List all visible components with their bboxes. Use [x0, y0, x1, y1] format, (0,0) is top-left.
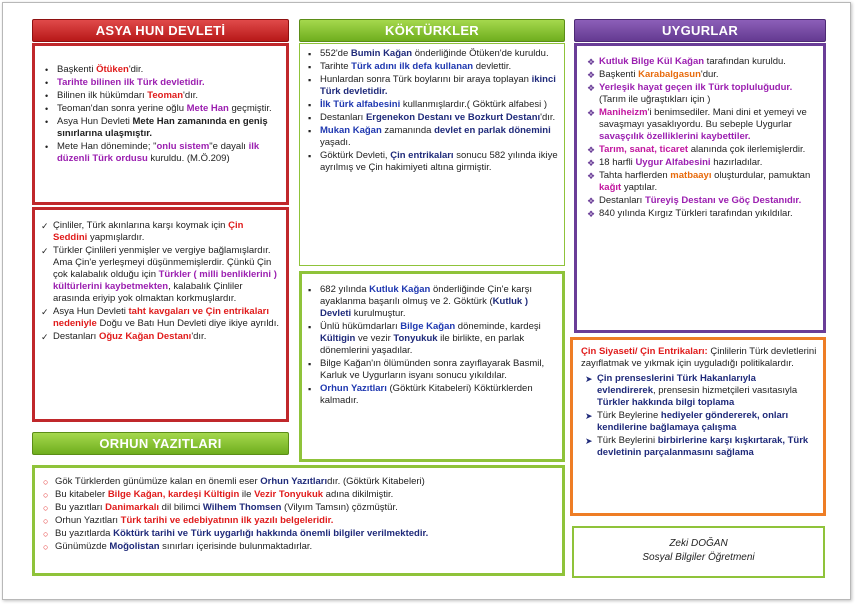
text-segment: Bu yazıtlarda [55, 528, 114, 539]
text-segment: Oğuz Kağan Destanı [98, 331, 192, 342]
text-segment: geçmiştir. [228, 103, 272, 114]
bullet-icon: ❖ [587, 145, 596, 155]
text-segment: Uygur Alfabesini [635, 157, 711, 168]
list-item [41, 141, 280, 165]
text-segment: yapmışlardır. [87, 232, 145, 243]
text-segment: Köktürk tarihi ve Türk uygarlığı hakkında önemli bilgiler verilmektedir. [113, 528, 429, 539]
text-segment: Tahta harflerden [599, 170, 671, 181]
text-segment: Asya Hun Devleti [57, 116, 133, 127]
text-segment: 840 yılında Kırgız Türkleri tarafından yıkıldılar. [599, 208, 793, 219]
bullet-icon: ❖ [587, 57, 596, 67]
bullet-icon: ✓ [41, 332, 49, 342]
list-item [304, 74, 558, 98]
text-segment: yaşadı. [320, 137, 351, 148]
list-item [583, 195, 817, 207]
gokturk-second-list [304, 284, 556, 407]
text-segment: 'dır. [540, 112, 556, 123]
cin-siyaseti-list [581, 373, 817, 459]
bullet-icon: ▪ [308, 384, 312, 394]
list-item [581, 410, 817, 434]
text-segment: Bilinen ilk hükümdarı [57, 90, 148, 101]
text-segment: Mete Han döneminde; " [57, 141, 157, 152]
text-segment: Vezir Tonyukuk [254, 489, 324, 500]
bullet-icon: ▪ [308, 322, 312, 332]
bullet-icon: ▪ [308, 49, 312, 59]
list-item [304, 99, 558, 111]
text-segment: oluşturdular, pamuktan [711, 170, 811, 181]
uygurlar-list [583, 56, 817, 220]
text-segment: Yerleşik hayat geçen ilk Türk topluluğudur. [599, 82, 793, 93]
text-segment: Ünlü hükümdarları [320, 321, 401, 332]
list-item [304, 48, 558, 60]
text-segment: Orhun Yazıtları [55, 515, 121, 526]
text-segment: birbirlerine karşı kışkırtarak, Türk devletinin parçalanmasını sağlama [597, 435, 809, 458]
text-segment: (Tarım ile uğraştıkları için ) [599, 94, 711, 105]
text-segment: Kültigin [320, 333, 356, 344]
bullet-icon: ○ [43, 516, 49, 526]
text-segment: zamanında [381, 125, 435, 136]
text-segment: tarafından kuruldu. [704, 56, 786, 67]
text-segment: Bilge Kağan'ın ölümünden sonra zayıflayarak Basmil, Karluk ve Uygurların isyanı sonucu yıkıldılar. [320, 358, 545, 381]
text-segment: 'dur. [700, 69, 719, 80]
text-segment: ile [239, 489, 255, 500]
text-segment: 'dır. [183, 90, 199, 101]
orhun-list [39, 476, 556, 553]
bullet-icon: ✓ [41, 246, 49, 256]
list-item [39, 489, 556, 501]
text-segment: Moğolistan [109, 541, 160, 552]
list-item [37, 220, 280, 244]
text-segment: matbaayı [670, 170, 712, 181]
list-item [304, 150, 558, 174]
header-uygurlar: UYGURLAR [574, 19, 826, 42]
text-segment: dil bilimci [159, 502, 203, 513]
header-asya-hun: ASYA HUN DEVLETİ [32, 19, 289, 42]
text-segment: döneminde, kardeşi [455, 321, 541, 332]
text-segment: Mete Han [186, 103, 229, 114]
list-item [583, 69, 817, 81]
text-segment: Çinlilerin Türk devletlerini zayıflatmak ve yıkmak için uyguladığı politikalardır. [581, 346, 817, 369]
text-segment: Türk Beylerini [597, 435, 658, 446]
bullet-icon: • [45, 117, 49, 127]
list-item [41, 64, 280, 76]
text-segment: Çinliler, Türk akınlarına karşı koymak için [53, 220, 229, 231]
asya-hun-facts-box [32, 43, 289, 205]
text-segment: Hunlardan sonra Türk boylarını bir araya toplayan [320, 74, 532, 85]
text-segment: savaşçılık özelliklerini kaybettiler. [599, 131, 751, 142]
bullet-icon: • [45, 65, 49, 75]
list-item [304, 61, 558, 73]
text-segment: Ötüken [96, 64, 129, 75]
bullet-icon: ○ [43, 503, 49, 513]
list-item [39, 541, 556, 553]
list-item [304, 383, 556, 407]
list-item [41, 116, 280, 140]
bullet-icon: ▪ [308, 113, 312, 123]
bullet-icon: ○ [43, 542, 49, 552]
bullet-icon: ❖ [587, 70, 596, 80]
text-segment: Türkler hakkında bilgi toplama [597, 397, 735, 408]
list-item [41, 90, 280, 102]
bullet-icon: ➤ [585, 436, 593, 446]
text-segment: Destanları [320, 112, 366, 123]
text-segment: ilk düzenli Türk ordusu [57, 141, 260, 164]
text-segment: Başkenti [57, 64, 97, 75]
text-segment: onlu sistem [156, 141, 210, 152]
bullet-icon: ➤ [585, 374, 593, 384]
list-item [581, 435, 817, 459]
list-item [37, 306, 280, 330]
text-segment: Türk Beylerine [597, 410, 661, 421]
text-segment: 18 harfli [599, 157, 636, 168]
text-segment: Tarım, sanat, ticaret [599, 144, 689, 155]
bullet-icon: ➤ [585, 411, 593, 421]
bullet-icon: ❖ [587, 209, 596, 219]
text-segment: Bu yazıtları [55, 502, 106, 513]
bullet-icon: ○ [43, 477, 49, 487]
text-segment: ikinci Türk devletidir. [320, 74, 556, 97]
list-item [583, 208, 817, 220]
text-segment: taht kavgaları ve Çin entrikaları nedeniyle [53, 306, 269, 329]
text-segment: 'i benimsediler. Mani dini et yemeyi ve savaşmayı yasaklıyordu. Bu sebeple Uygurlar [599, 107, 807, 130]
asya-hun-facts-list [41, 64, 280, 165]
bullet-icon: ○ [43, 490, 49, 500]
list-item [39, 515, 556, 527]
text-segment: önderliğinde Çin'e karşı ayaklanma başarılı olmuş ve 2. Göktürk ( [320, 284, 532, 307]
text-segment: "e dayalı [209, 141, 249, 152]
text-segment: Destanları [53, 331, 99, 342]
text-segment: Orhun Yazıtları [260, 476, 328, 487]
bullet-icon: ❖ [587, 196, 596, 206]
text-segment: Başkenti [599, 69, 639, 80]
text-segment: Destanları [599, 195, 645, 206]
text-segment: 682 yılında [320, 284, 370, 295]
list-item [37, 245, 280, 305]
list-item [304, 125, 558, 149]
author-role: Sosyal Bilgiler Öğretmeni [642, 552, 755, 563]
cin-siyaseti-box [570, 337, 826, 516]
gokturk-first-list [304, 48, 558, 174]
text-segment: Tarihte [320, 61, 352, 72]
text-segment: Orhun Yazıtları [320, 383, 387, 394]
text-segment: Çin Seddini [53, 220, 244, 243]
list-item [41, 77, 280, 89]
uygurlar-box [574, 43, 826, 333]
text-segment: Wilhem Thomsen [202, 502, 282, 513]
header-gokturkler: KÖKTÜRKLER [299, 19, 565, 42]
text-segment: Kutluk Kağan [369, 284, 431, 295]
list-item [39, 502, 556, 514]
cin-siyaseti-intro [581, 346, 817, 370]
bullet-icon: ○ [43, 529, 49, 539]
text-segment: Türk adını ilk defa kullanan [351, 61, 474, 72]
text-segment: hediyeler göndererek, onları kendilerine bağlamaya çalışma [597, 410, 789, 433]
text-segment: yaptılar. [621, 182, 658, 193]
text-segment: sınırları içerisinde bulunmaktadırlar. [159, 541, 313, 552]
text-segment: kağıt [599, 182, 622, 193]
bullet-icon: • [45, 104, 49, 114]
text-segment: Bilge Kağan [400, 321, 456, 332]
list-item [304, 112, 558, 124]
text-segment: , prensesin hizmetçileri vasıtasıyla [652, 385, 798, 396]
list-item [39, 476, 556, 488]
text-segment: Mete Han zamanında en geniş sınırlarına ulaşmıştır. [57, 116, 268, 139]
text-segment: devlet en parlak dönemini [434, 125, 551, 136]
text-segment: dır. (Göktürk Kitabeleri) [327, 476, 425, 487]
text-segment: Bu kitabeler [55, 489, 108, 500]
text-segment: Ergenekon Destanı ve Bozkurt Destanı [365, 112, 541, 123]
text-segment: İlk Türk alfabesini [320, 99, 401, 110]
text-segment: Çin entrikaları [390, 150, 454, 161]
text-segment: ve vezir [355, 333, 394, 344]
text-segment: Türk tarihi ve edebiyatının ilk yazılı belgeleridir. [120, 515, 334, 526]
list-item [583, 56, 817, 68]
orhun-box [32, 465, 565, 576]
text-segment: Türkler Çinlileri yenmişler ve vergiye bağlamışlardır. Ama Çin'e yerleşmeyi düşünmemişlerdir. Çünkü Çin çok kalabalık olduğu için [53, 245, 272, 280]
text-segment: 552'de [320, 48, 351, 59]
text-segment: Kutluk Bilge Kül Kağan [599, 56, 705, 67]
bullet-icon: ▪ [308, 75, 312, 85]
asya-hun-china-box [32, 207, 289, 422]
bullet-icon: ▪ [308, 359, 312, 369]
bullet-icon: ▪ [308, 126, 312, 136]
text-segment: Türeyiş Destanı ve Göç Destanıdır. [644, 195, 802, 206]
text-segment: (Vilyım Tamsın) çözmüştür. [281, 502, 398, 513]
text-segment: 'dır. [191, 331, 207, 342]
list-item [583, 144, 817, 156]
text-segment: Türkler ( milli benliklerini ) kültürlerini kaybetmekten [53, 269, 277, 292]
text-segment: Çin prenseslerini Türk Hakanlarıyla evlendirerek [597, 373, 756, 396]
text-segment: alanında çok ilerlemişlerdir. [688, 144, 806, 155]
text-segment: Teoman'dan sonra yerine oğlu [57, 103, 187, 114]
text-segment: Asya Hun Devleti [53, 306, 129, 317]
text-segment: ile birlikte, en parlak dönemlerini yaşadılar. [320, 333, 525, 356]
text-segment: Karabalgasun [638, 69, 701, 80]
text-segment: sonucu 582 yılında ikiye ayrılmış ve Çin hakimiyeti altına girmiştir. [320, 150, 558, 173]
text-segment: Gök Türklerden günümüze kalan en önemli eser [55, 476, 261, 487]
signature-box [572, 526, 825, 578]
author-name: Zeki DOĞAN [669, 538, 728, 549]
bullet-icon: ❖ [587, 158, 596, 168]
text-segment: kuruldu. (M.Ö.209) [147, 153, 230, 164]
text-segment: Danimarkalı [105, 502, 160, 513]
text-segment: Doğu ve Batı Hun Devleti diye ikiye ayrıldı. [96, 318, 279, 329]
text-segment: Bumin Kağan [350, 48, 413, 59]
text-segment: kullanmışlardır.( Göktürk alfabesi ) [400, 99, 548, 110]
text-segment: adına dikilmiştir. [323, 489, 394, 500]
list-item [583, 170, 817, 194]
text-segment: Kutluk ) Devleti [320, 296, 529, 319]
text-segment: Çin Siyaseti/ Çin Entrikaları: [581, 346, 708, 357]
list-item [583, 82, 817, 106]
text-segment: Günümüzde [55, 541, 110, 552]
gokturk-first-box [299, 43, 565, 266]
text-segment: (Göktürk Kitabeleri) Köktürklerden kalmadır. [320, 383, 533, 406]
list-item [39, 528, 556, 540]
list-item [583, 107, 817, 143]
list-item [304, 358, 556, 382]
text-segment: Göktürk Devleti, [320, 150, 391, 161]
list-item [304, 284, 556, 320]
text-segment: önderliğinde Ötüken'de kuruldu. [412, 48, 549, 59]
bullet-icon: ▪ [308, 151, 312, 161]
text-segment: Teoman [147, 90, 184, 101]
list-item [304, 321, 556, 357]
text-segment: Maniheizm [599, 107, 648, 118]
text-segment: hazırladılar. [710, 157, 763, 168]
bullet-icon: ▪ [308, 285, 312, 295]
list-item [41, 103, 280, 115]
bullet-icon: • [45, 91, 49, 101]
bullet-icon: ▪ [308, 62, 312, 72]
asya-hun-china-list [37, 220, 280, 343]
header-orhun: ORHUN YAZITLARI [32, 432, 289, 455]
text-segment: Mukan Kağan [320, 125, 382, 136]
bullet-icon: ❖ [587, 108, 596, 118]
bullet-icon: • [45, 142, 49, 152]
bullet-icon: ❖ [587, 83, 596, 93]
list-item [37, 331, 280, 343]
text-segment: devlettir. [473, 61, 512, 72]
list-item [581, 373, 817, 409]
bullet-icon: ✓ [41, 307, 49, 317]
text-segment: Tonyukuk [393, 333, 438, 344]
text-segment: Bilge Kağan, kardeşi Kültigin [107, 489, 240, 500]
text-segment: , kalabalık Çinliler arasında eriyip yok olmaktan korkmuşlardır. [53, 281, 243, 304]
bullet-icon: ▪ [308, 100, 312, 110]
list-item [583, 157, 817, 169]
text-segment: Tarihte bilinen ilk Türk devletidir. [57, 77, 205, 88]
gokturk-second-box [299, 271, 565, 462]
text-segment: kurulmuştur. [351, 308, 406, 319]
bullet-icon: ✓ [41, 221, 49, 231]
bullet-icon: ❖ [587, 171, 596, 181]
text-segment: 'dir. [128, 64, 144, 75]
bullet-icon: • [45, 78, 49, 88]
